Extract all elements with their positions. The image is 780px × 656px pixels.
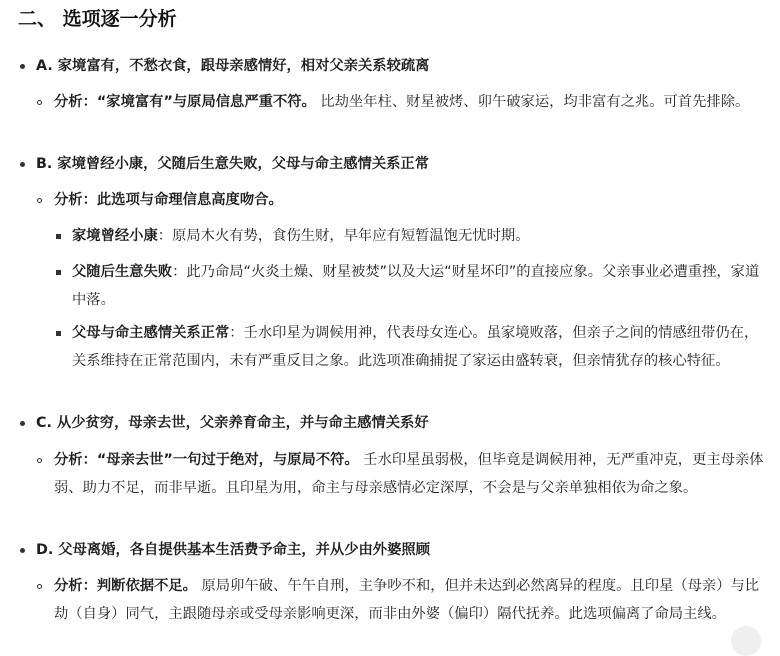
analysis-text: 原局卯午破、午午自刑，主争吵不和，但并未达到必然离异的程度。且印星（母亲）与比劫（自身）同气，主跟随母亲或受母亲影响更深，而非由外婆（偏印）隔代抚养。此选项偏离了命局主线。 bbox=[54, 578, 760, 622]
floating-action-icon[interactable] bbox=[731, 626, 761, 656]
bullet-square bbox=[56, 331, 61, 336]
bullet-disc bbox=[20, 548, 25, 553]
bullet-square bbox=[56, 234, 61, 239]
option-b-point-3 bbox=[72, 319, 764, 375]
analysis-bold: ：判断依据不足。 bbox=[82, 578, 197, 594]
bullet-disc bbox=[20, 421, 25, 426]
option-a-analysis bbox=[54, 88, 766, 116]
option-a-title: A. 家境富有，不愁衣食，跟母亲感情好，相对父亲关系较疏离 bbox=[36, 58, 430, 74]
option-b-point-2 bbox=[72, 258, 764, 314]
bullet-disc bbox=[20, 64, 25, 69]
analysis-bold: ：“家境富有”与原局信息严重不符。 bbox=[82, 94, 316, 110]
point-text: ：原局木火有势，食伤生财，早年应有短暂温饱无忧时期。 bbox=[157, 228, 530, 244]
bullet-circle bbox=[37, 584, 42, 589]
analysis-bold: ：“母亲去世”一句过于绝对，与原局不符。 bbox=[82, 452, 359, 468]
bullet-disc bbox=[20, 162, 25, 167]
analysis-text: 壬水印星虽弱极，但毕竟是调候用神，无严重冲克，更主母亲体弱、助力不足，而非早逝。且印星为用，命主与母亲感情必定深厚，不会是与父亲单独相依为命之象。 bbox=[54, 452, 764, 496]
analysis-label: 分析 bbox=[54, 192, 83, 208]
analysis-label: 分析 bbox=[54, 452, 83, 468]
point-label: 家境曾经小康 bbox=[72, 228, 158, 244]
option-c-title: C. 从少贫穷，母亲去世，父亲养育命主，并与命主感情关系好 bbox=[36, 415, 429, 431]
option-b-point-1 bbox=[72, 222, 764, 250]
analysis-text: 比劫坐年柱、财星被烤、卯午破家运，均非富有之兆。可首先排除。 bbox=[315, 94, 750, 110]
analysis-label: 分析 bbox=[54, 94, 83, 110]
point-label: 父母与命主感情关系正常 bbox=[72, 325, 230, 341]
bullet-circle bbox=[37, 198, 42, 203]
analysis-label: 分析 bbox=[54, 578, 83, 594]
point-text: ：此乃命局“火炎土燥、财星被焚”以及大运“财星坏印”的直接应象。父亲事业必遭重挫，家道中落。 bbox=[72, 264, 760, 308]
point-label: 父随后生意失败 bbox=[72, 264, 173, 280]
option-b-title: B. 家境曾经小康，父随后生意失败，父母与命主感情关系正常 bbox=[36, 156, 430, 172]
option-d-title: D. 父母离婚，各自提供基本生活费予命主，并从少由外婆照顾 bbox=[36, 542, 430, 558]
option-b-analysis bbox=[54, 186, 766, 214]
section-heading: 二、 选项逐一分析 bbox=[18, 8, 177, 30]
option-c-analysis bbox=[54, 446, 766, 502]
option-d-analysis bbox=[54, 572, 766, 628]
point-text: ：壬水印星为调候用神，代表母女连心。虽家境败落，但亲子之间的情感纽带仍在，关系维持在正常范围内，未有严重反目之象。此选项准确捕捉了家运由盛转衰，但亲情犹存的核心特征。 bbox=[72, 325, 759, 369]
analysis-bold: ：此选项与命理信息高度吻合。 bbox=[82, 192, 283, 208]
bullet-circle bbox=[37, 458, 42, 463]
bullet-square bbox=[56, 270, 61, 275]
bullet-circle bbox=[37, 100, 42, 105]
